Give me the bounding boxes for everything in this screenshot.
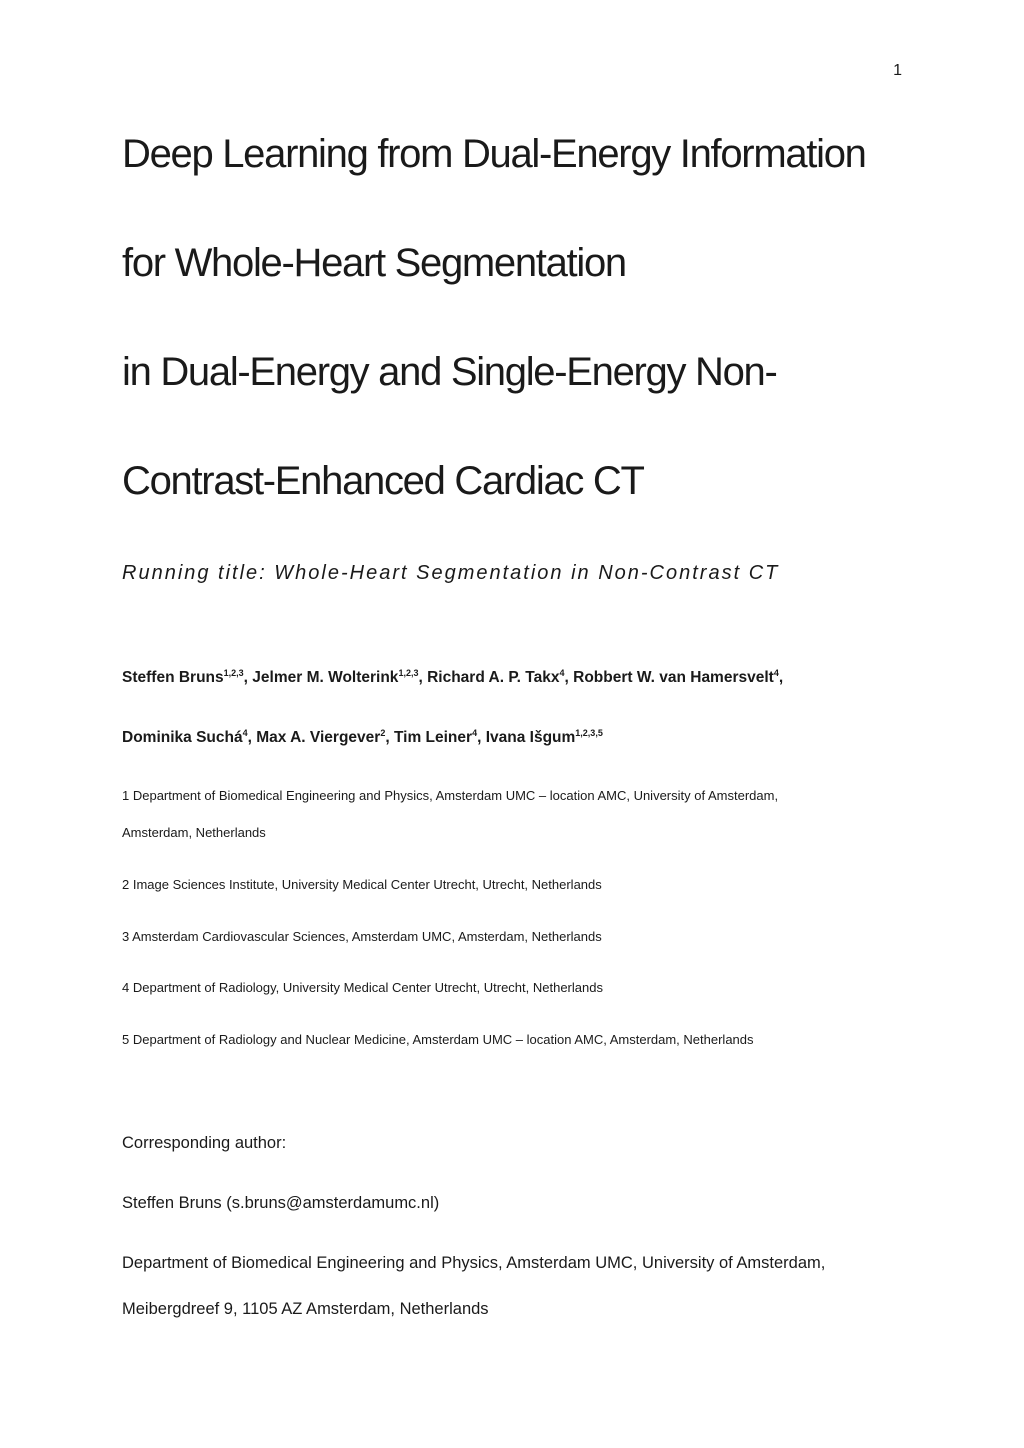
author-affiliation-marker: 1,2,3 <box>398 668 419 678</box>
author-name: Tim Leiner <box>393 729 473 746</box>
author-name: Robbert W. van Hamersvelt <box>573 669 774 686</box>
author-name: Dominika Suchá <box>122 729 243 746</box>
author-name: Max A. Viergever <box>256 729 381 746</box>
author-affiliation-marker: 1,2,3 <box>223 668 244 678</box>
author-name: Steffen Bruns <box>122 669 224 686</box>
page-number: 1 <box>893 62 902 79</box>
title-line-3: in Dual-Energy and Single-Energy Non- <box>122 350 777 394</box>
author-name: Jelmer M. Wolterink <box>252 669 399 686</box>
author-separator: , <box>385 729 394 746</box>
author-separator: , <box>477 729 486 746</box>
affiliation-1-continued: Amsterdam, Netherlands <box>122 825 266 840</box>
title-line-2: for Whole-Heart Segmentation <box>122 241 626 285</box>
affiliation-1: 1 Department of Biomedical Engineering and Physics, Amsterdam UMC – location AMC, University of Amsterdam, <box>122 788 779 803</box>
corresponding-name: Steffen Bruns (s.bruns@amsterdamumc.nl) <box>122 1194 440 1212</box>
corresponding-address-line-1: Department of Biomedical Engineering and Physics, Amsterdam UMC, University of Amsterdam, <box>122 1254 826 1272</box>
corresponding-heading: Corresponding author: <box>122 1134 287 1152</box>
author-separator: , <box>418 669 428 686</box>
running-title: Running title: Whole-Heart Segmentation in Non-Contrast CT <box>122 562 780 584</box>
title-line-1: Deep Learning from Dual-Energy Information <box>122 132 866 176</box>
author-affiliation-marker: 4 <box>559 668 565 678</box>
author-separator: , <box>778 669 784 686</box>
affiliation-2: 2 Image Sciences Institute, University Medical Center Utrecht, Utrecht, Netherlands <box>122 877 602 892</box>
author-name: Richard A. P. Takx <box>427 669 560 686</box>
affiliation-4: 4 Department of Radiology, University Medical Center Utrecht, Utrecht, Netherlands <box>122 980 603 995</box>
authors-line-1 <box>122 668 783 687</box>
author-separator: , <box>243 669 253 686</box>
author-name: Ivana Išgum <box>485 729 576 746</box>
author-affiliation-marker: 4 <box>242 728 248 738</box>
author-separator: , <box>564 669 574 686</box>
authors-line-2 <box>122 728 603 747</box>
affiliation-5: 5 Department of Radiology and Nuclear Medicine, Amsterdam UMC – location AMC, Amsterdam, Netherlands <box>122 1032 754 1047</box>
affiliation-3: 3 Amsterdam Cardiovascular Sciences, Amsterdam UMC, Amsterdam, Netherlands <box>122 929 602 944</box>
author-affiliation-marker: 2 <box>380 728 386 738</box>
author-affiliation-marker: 1,2,3,5 <box>575 728 603 738</box>
author-affiliation-marker: 4 <box>472 728 478 738</box>
corresponding-address-line-2: Meibergdreef 9, 1105 AZ Amsterdam, Netherlands <box>122 1300 489 1318</box>
title-line-4: Contrast-Enhanced Cardiac CT <box>122 459 644 503</box>
author-affiliation-marker: 4 <box>773 668 779 678</box>
author-separator: , <box>247 729 257 746</box>
